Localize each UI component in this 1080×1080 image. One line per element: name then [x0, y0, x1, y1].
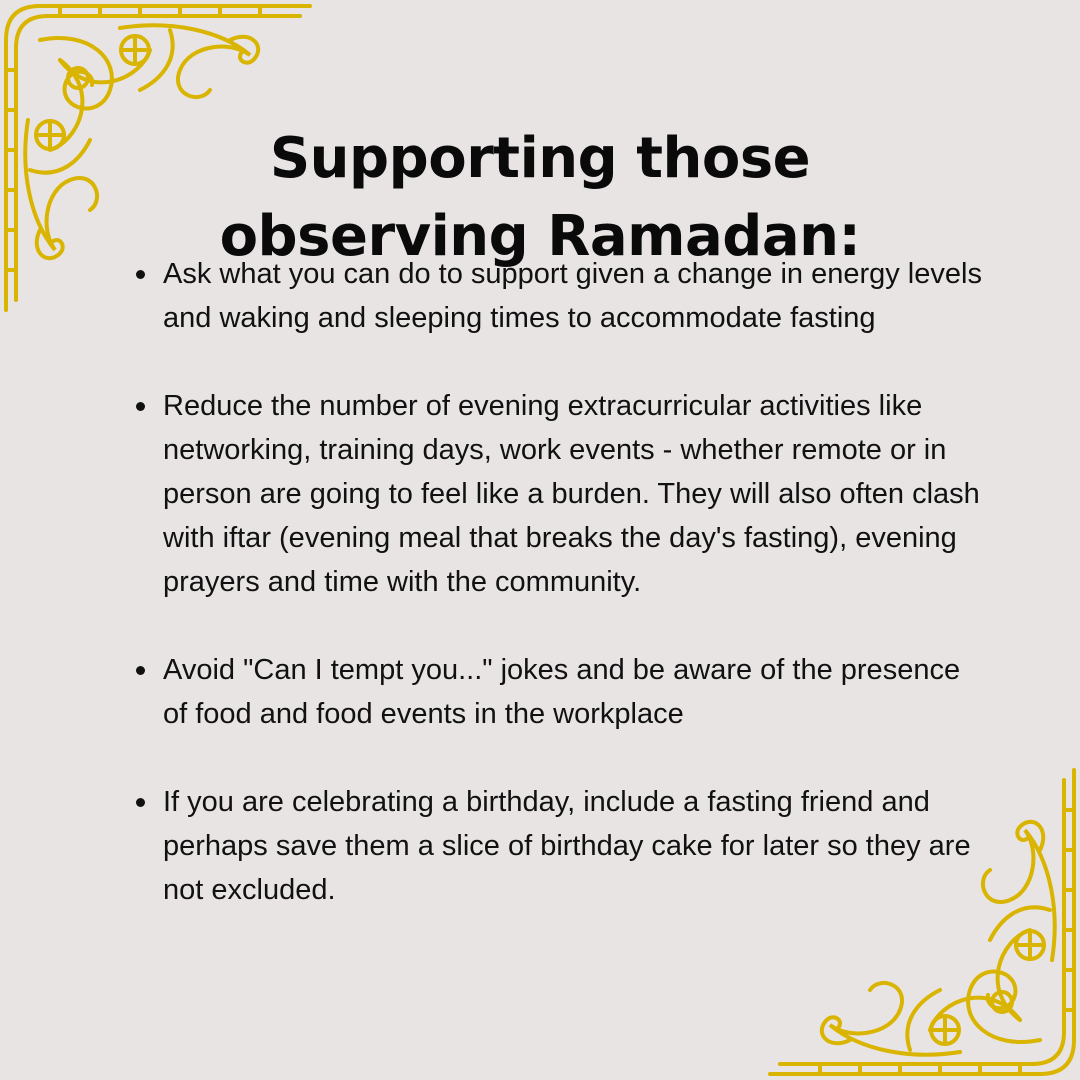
page-title: Supporting those observing Ramadan: [219, 125, 861, 269]
bullet-icon [136, 270, 145, 279]
bullet-icon [136, 402, 145, 411]
bullet-icon [136, 798, 145, 807]
list-item-text: Ask what you can do to support given a change in energy levels and waking and sleeping times to accommodate fasting [163, 258, 982, 334]
list-item [132, 252, 992, 340]
tips-list [132, 252, 992, 912]
list-item [132, 648, 992, 736]
list-item-text: Reduce the number of evening extracurricular activities like networking, training days, work events - whether remote or in person are going to feel like a burden. They will also often clash with iftar (evening meal that breaks the day's fasting), evening prayers and time with the community. [163, 390, 980, 598]
bullet-icon [136, 666, 145, 675]
list-item [132, 780, 992, 912]
list-item [132, 384, 992, 604]
list-item-text: Avoid "Can I tempt you..." jokes and be aware of the presence of food and food events in the workplace [163, 654, 961, 730]
list-item-text: If you are celebrating a birthday, include a fasting friend and perhaps save them a slice of birthday cake for later so they are not excluded. [163, 786, 971, 906]
